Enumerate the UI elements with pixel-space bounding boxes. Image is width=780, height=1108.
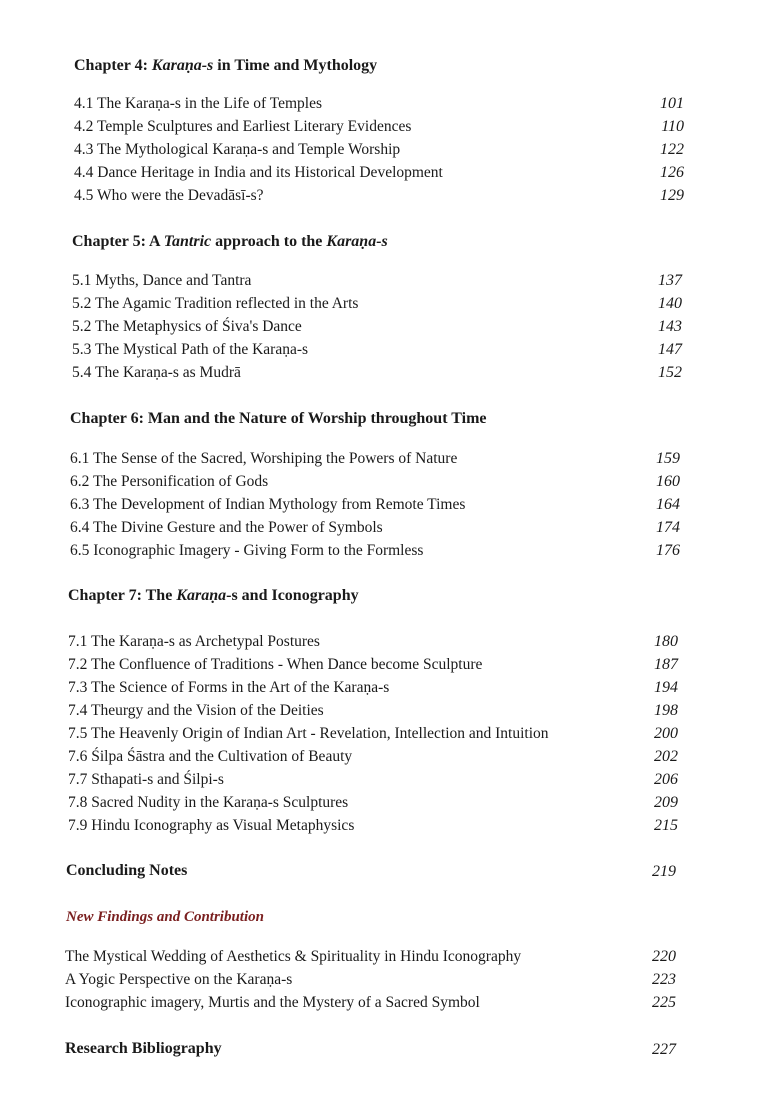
toc-page-number: 137 bbox=[658, 272, 682, 289]
toc-page-number: 206 bbox=[654, 771, 678, 788]
toc-entry[interactable]: 7.3 The Science of Forms in the Art of the Karaṇa-s bbox=[68, 679, 390, 696]
chapter-6-heading: Chapter 6: Man and the Nature of Worship throughout Time bbox=[70, 410, 487, 427]
toc-entry[interactable]: 4.4 Dance Heritage in India and its Historical Development bbox=[74, 164, 443, 181]
toc-entry[interactable]: 4.2 Temple Sculptures and Earliest Literary Evidences bbox=[74, 118, 412, 135]
toc-entry[interactable]: 6.1 The Sense of the Sacred, Worshiping the Powers of Nature bbox=[70, 450, 458, 467]
toc-page-number: 147 bbox=[658, 341, 682, 358]
toc-entry[interactable]: 7.7 Sthapati-s and Śilpi-s bbox=[68, 771, 224, 788]
toc-page-number: 219 bbox=[652, 863, 676, 880]
toc-entry[interactable]: A Yogic Perspective on the Karaṇa-s bbox=[65, 971, 293, 988]
toc-entry[interactable]: 5.1 Myths, Dance and Tantra bbox=[72, 272, 252, 289]
toc-page-number: 174 bbox=[656, 519, 680, 536]
toc-page-number: 143 bbox=[658, 318, 682, 335]
toc-page-number: 126 bbox=[660, 164, 684, 181]
toc-page-number: 180 bbox=[654, 633, 678, 650]
toc-entry[interactable]: 5.2 The Metaphysics of Śiva's Dance bbox=[72, 318, 302, 335]
toc-page-number: 110 bbox=[661, 118, 684, 135]
toc-entry[interactable]: 5.3 The Mystical Path of the Karaṇa-s bbox=[72, 341, 309, 358]
toc-page-number: 129 bbox=[660, 187, 684, 204]
toc-entry[interactable]: 7.5 The Heavenly Origin of Indian Art - Revelation, Intellection and Intuition bbox=[68, 725, 549, 742]
toc-page-number: 176 bbox=[656, 542, 680, 559]
toc-page-number: 160 bbox=[656, 473, 680, 490]
toc-entry[interactable]: 5.4 The Karaṇa-s as Mudrā bbox=[72, 364, 241, 381]
toc-page-number: 159 bbox=[656, 450, 680, 467]
toc-page-number: 209 bbox=[654, 794, 678, 811]
toc-page-number: 225 bbox=[652, 994, 676, 1011]
toc-page-number: 152 bbox=[658, 364, 682, 381]
toc-page-number: 140 bbox=[658, 295, 682, 312]
toc-entry[interactable]: 7.9 Hindu Iconography as Visual Metaphysics bbox=[68, 817, 355, 834]
toc-entry[interactable]: 6.5 Iconographic Imagery - Giving Form to the Formless bbox=[70, 542, 424, 559]
toc-entry[interactable]: 7.4 Theurgy and the Vision of the Deities bbox=[68, 702, 324, 719]
toc-page-number: 202 bbox=[654, 748, 678, 765]
toc-entry[interactable]: 7.2 The Confluence of Traditions - When Dance become Sculpture bbox=[68, 656, 483, 673]
toc-page-number: 194 bbox=[654, 679, 678, 696]
toc-entry[interactable]: 7.6 Śilpa Śāstra and the Cultivation of Beauty bbox=[68, 748, 353, 765]
chapter-7-heading: Chapter 7: The Karaṇa-s and Iconography bbox=[68, 587, 359, 604]
findings-heading: New Findings and Contribution bbox=[66, 909, 264, 925]
toc-page-number: 223 bbox=[652, 971, 676, 988]
toc-page-number: 122 bbox=[660, 141, 684, 158]
bibliography-heading[interactable]: Research Bibliography bbox=[65, 1040, 222, 1057]
toc-page-number: 215 bbox=[654, 817, 678, 834]
toc-entry[interactable]: 7.8 Sacred Nudity in the Karaṇa-s Sculptures bbox=[68, 794, 349, 811]
toc-entry[interactable]: 6.4 The Divine Gesture and the Power of Symbols bbox=[70, 519, 383, 536]
toc-entry[interactable]: 5.2 The Agamic Tradition reflected in the Arts bbox=[72, 295, 359, 312]
toc-entry[interactable]: Iconographic imagery, Murtis and the Mystery of a Sacred Symbol bbox=[65, 994, 480, 1011]
toc-page-number: 198 bbox=[654, 702, 678, 719]
concluding-notes-heading[interactable]: Concluding Notes bbox=[66, 862, 188, 879]
toc-page-number: 187 bbox=[654, 656, 678, 673]
toc-entry[interactable]: 4.3 The Mythological Karaṇa-s and Temple Worship bbox=[74, 141, 401, 158]
toc-entry[interactable]: The Mystical Wedding of Aesthetics & Spirituality in Hindu Iconography bbox=[65, 948, 522, 965]
toc-page-number: 200 bbox=[654, 725, 678, 742]
toc-entry[interactable]: 6.2 The Personification of Gods bbox=[70, 473, 269, 490]
toc-entry[interactable]: 4.5 Who were the Devadāsī-s? bbox=[74, 187, 264, 204]
toc-entry[interactable]: 7.1 The Karaṇa-s as Archetypal Postures bbox=[68, 633, 320, 650]
toc-entry[interactable]: 6.3 The Development of Indian Mythology from Remote Times bbox=[70, 496, 466, 513]
chapter-5-heading: Chapter 5: A Tantric approach to the Karaṇa-s bbox=[72, 233, 388, 250]
toc-entry[interactable]: 4.1 The Karaṇa-s in the Life of Temples bbox=[74, 95, 322, 112]
toc-page-number: 101 bbox=[660, 95, 684, 112]
toc-page-number: 164 bbox=[656, 496, 680, 513]
toc-page-number: 227 bbox=[652, 1041, 676, 1058]
chapter-4-heading: Chapter 4: Karaṇa-s in Time and Mythology bbox=[74, 57, 378, 74]
toc-page-number: 220 bbox=[652, 948, 676, 965]
